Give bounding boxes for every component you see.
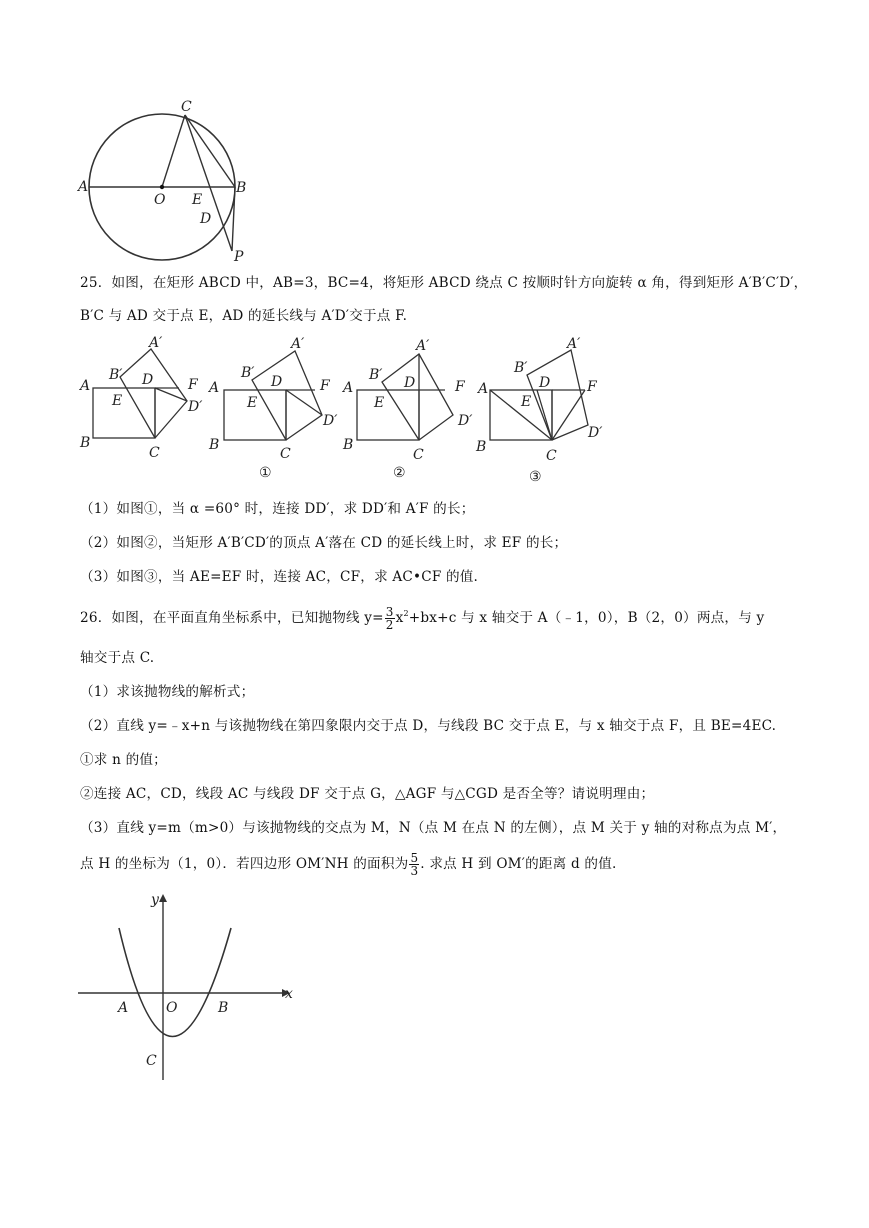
q25-line1: 25．如图，在矩形 ABCD 中，AB=3，BC=4，将矩形 ABCD 绕点 C 按顺时针方向旋转 α 角，得到矩形 A′B′C′D′，: [80, 275, 808, 291]
label-parabola-b: B: [218, 1000, 229, 1016]
fig1-label-f: F: [320, 378, 330, 394]
fig3-label-d: D: [539, 375, 551, 391]
q25-part2: （2）如图②，当矩形 A′B′CD′的顶点 A′落在 CD 的延长线上时，求 EF 的长；: [80, 535, 568, 551]
q25-line2: B′C 与 AD 交于点 E，AD 的延长线与 A′D′交于点 F.: [80, 308, 408, 324]
fig2-label-dprime: D′: [458, 413, 473, 429]
fig1-label-d: D: [271, 374, 283, 390]
label-d: D: [200, 211, 212, 227]
segment-cp: [185, 115, 232, 251]
fig1-label-bprime: B′: [241, 365, 255, 381]
fig2-label-aprime: A′: [416, 338, 430, 354]
fig1-label-aprime: A′: [291, 336, 305, 352]
q26-intro-c: +bx+c 与 x 轴交于 A（﹣1，0），B（2，0）两点，与 y: [408, 610, 765, 626]
q26-part3: （3）直线 y=m（m>0）与该抛物线的交点为 M，N（点 M 在点 N 的左侧），点 M 关于 y 轴的对称点为点 M′，: [80, 820, 787, 836]
fig0-label-b: B: [80, 435, 91, 451]
fig3-label-f: F: [587, 379, 597, 395]
label-parabola-a: A: [118, 1000, 129, 1016]
q26-frac-den: 2: [385, 618, 394, 632]
y-axis-arrow: [159, 894, 167, 902]
fig1-label-b: B: [209, 437, 220, 453]
label-x: x: [285, 986, 293, 1002]
fig0-label-bprime: B′: [109, 367, 123, 383]
fig1-label-e: E: [247, 395, 258, 411]
q26-part3b-a: 点 H 的坐标为（1，0）．若四边形 OM′NH 的面积为: [80, 856, 409, 872]
label-b: B: [236, 180, 247, 196]
q26-part3b-b: . 求点 H 到 OM′的距离 d 的值.: [420, 856, 617, 872]
label-parabola-c: C: [146, 1053, 157, 1069]
fig2-label-e: E: [374, 395, 385, 411]
label-c: C: [181, 99, 192, 115]
q26-part2-i: ①求 n 的值；: [80, 752, 167, 768]
parabola-curve: [119, 928, 231, 1037]
fig3-label-e: E: [521, 394, 532, 410]
fig2-label-d: D: [404, 375, 416, 391]
fig2-label-f: F: [455, 379, 465, 395]
label-a: A: [78, 179, 89, 195]
q26-intro-a: 26．如图，在平面直角坐标系中，已知抛物线 y=: [80, 610, 384, 626]
rect-figure-base: [78, 335, 203, 461]
q26-part1: （1）求该抛物线的解析式；: [80, 684, 255, 700]
label-y: y: [151, 892, 159, 908]
q26-part2-ii: ②连接 AC，CD，线段 AC 与线段 DF 交于点 G，△AGF 与△CGD 是否全等？请说明理由；: [80, 786, 655, 802]
fig1-label-dprime: D′: [323, 413, 338, 429]
fig2-label-b: B: [343, 437, 354, 453]
q26-frac-num: 3: [385, 605, 394, 619]
fig3-label-dprime: D′: [588, 425, 603, 441]
label-p: P: [234, 249, 244, 265]
fig0-label-d: D: [142, 372, 154, 388]
fig3-label-a: A: [478, 381, 489, 397]
q25-part3: （3）如图③，当 AE=EF 时，连接 AC，CF，求 AC•CF 的值.: [80, 569, 479, 585]
fig1-label-a: A: [209, 380, 220, 396]
q26-line2: 轴交于点 C.: [80, 650, 155, 666]
q26-part3b: [80, 852, 617, 877]
caption-3: ③: [529, 469, 542, 485]
rect-figure-1: [207, 336, 338, 481]
q26-part2: （2）直线 y=﹣x+n 与该抛物线在第四象限内交于点 D，与线段 BC 交于点 E，与 x 轴交于点 F，且 BE=4EC.: [80, 718, 777, 734]
q26-fraction: [385, 606, 395, 631]
segment-bp: [232, 187, 235, 251]
parabola-figure: [75, 890, 300, 1085]
label-parabola-o: O: [166, 1000, 178, 1016]
fig2-label-bprime: B′: [369, 367, 383, 383]
q26-intro-sup: 2: [403, 609, 409, 618]
rect-figure-3: [475, 336, 603, 485]
q25-part1: （1）如图①，当 α =60° 时，连接 DD′，求 DD′和 A′F 的长；: [80, 501, 475, 517]
rect-figure-2: [341, 338, 473, 481]
fig3-label-bprime: B′: [514, 360, 528, 376]
label-o: O: [154, 192, 166, 208]
segment-cb: [185, 115, 235, 187]
caption-2: ②: [393, 465, 406, 481]
segment-oc: [162, 115, 185, 187]
q26-p3-frac-num: 5: [410, 851, 419, 865]
circle-figure: [70, 100, 270, 265]
rectangles-figure-row: [75, 335, 615, 485]
fig3-label-c: C: [546, 448, 557, 464]
fig2-label-c: C: [413, 447, 424, 463]
q26-p3-fraction: [409, 852, 419, 877]
caption-1: ①: [259, 465, 272, 481]
fig0-label-aprime: A′: [149, 335, 163, 351]
fig0-label-e: E: [112, 393, 123, 409]
fig0-label-f: F: [188, 377, 198, 393]
center-point: [160, 185, 164, 189]
fig0-label-c: C: [149, 445, 160, 461]
q26-p3-frac-den: 3: [410, 864, 419, 878]
q26-intro-b: x: [395, 610, 404, 626]
fig3-label-b: B: [476, 439, 487, 455]
fig3-label-aprime: A′: [567, 336, 581, 352]
fig0-label-dprime: D′: [188, 399, 203, 415]
fig0-label-a: A: [80, 378, 91, 394]
fig2-label-a: A: [343, 380, 354, 396]
fig1-label-c: C: [280, 446, 291, 462]
q26-intro: [80, 606, 764, 631]
label-e: E: [192, 192, 203, 208]
